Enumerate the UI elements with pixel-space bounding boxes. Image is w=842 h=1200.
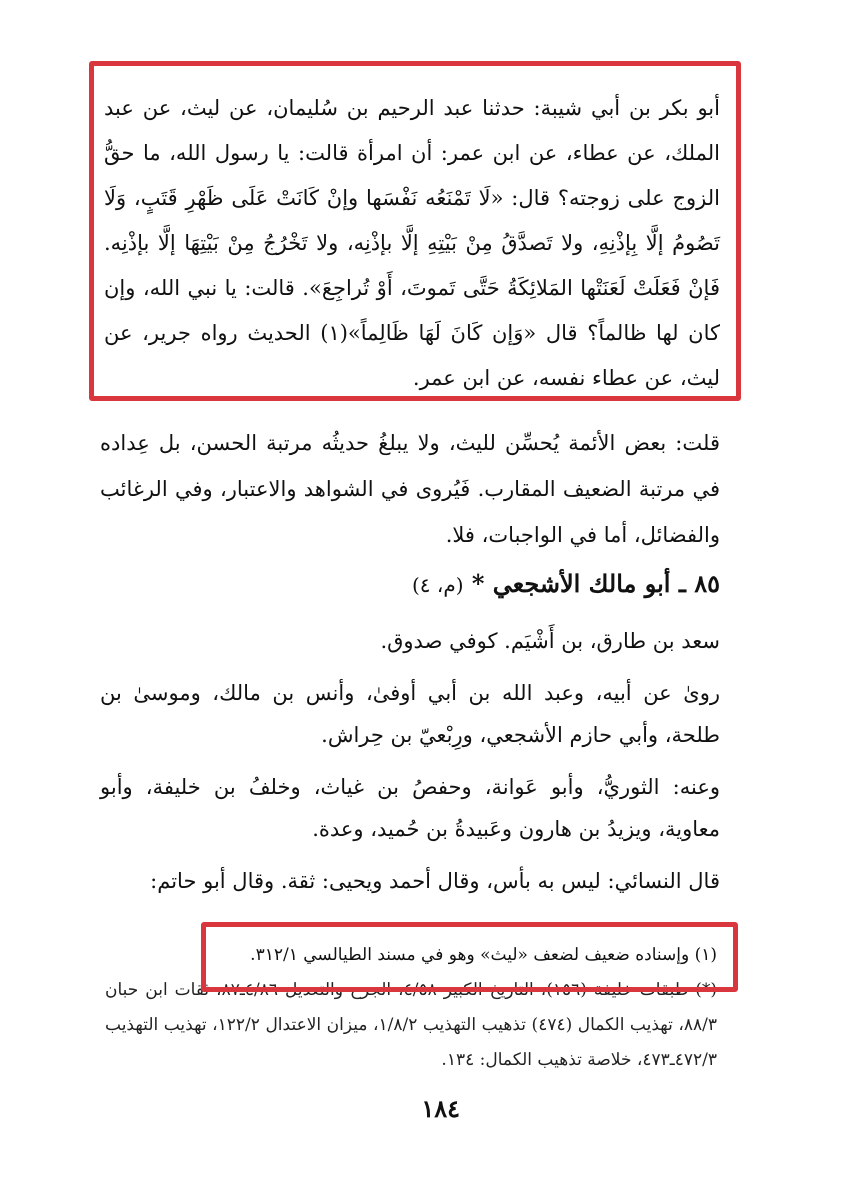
footnote-2: (*) طبقات خليفة (١٥٦)، التاريخ الكبير ٤/٥٨، الجرح والتعديل ٤/٨٦ـ٨٧، ثقات ابن حبان ٨٨/٣، تهذيب الكمال (٤٧٤) تذهيب التهذيب ١/٨/٢، ميزان الاعتدال ١٢٢/٢، تهذيب التهذيب ٤٧٢/٣ـ٤٧٣، خلاصة تذهيب الكمال: ١٣٤. [105,980,717,1070]
page-number: ١٨٤ [421,1094,460,1123]
footnote-1: (١) وإسناده ضعيف لضعف «ليث» وهو في مسند الطيالسي ٣١٢/١. [250,945,717,965]
hadith-text: أبو بكر بن أبي شيبة: حدثنا عبد الرحيم بن سُليمان، عن ليث، عن عبد الملك، عن عطاء، عن ابن عمر: أن امرأة قالت: يا رسول الله، ما حقُّ الزوج على زوجته؟ قال: «لَا تَمْنَعُه نَفْسَها وإنْ كَانَتْ عَلَى ظَهْرِ قَتَبٍ، وَلَا تَصُومُ إلَّا بِإذْنِهِ، ولا تَصدَّقُ مِنْ بَيْتِهِ إلَّا بإذْنِه، ولا تَخْرُجُ مِنْ بَيْتِهَا إلَّا بإذْنِه. فَإنْ فَعَلَتْ لَعَنَتْها المَلائِكَةُ حَتَّى تَموتَ، أَوْ تُراجِعَ». قالت: يا نبي الله، وإن كان لها ظالماً؟ قال «وَإن كَانَ لَهَا ظَالِماً»(١) الحديث رواه جرير، عن ليث، عن عطاء نفسه، عن ابن عمر. [104,96,720,390]
biography-section [100,620,720,912]
bio-paragraph: قال النسائي: ليس به بأس، وقال أحمد ويحيى: ثقة. وقال أبو حاتم: [150,869,720,893]
section-title: ٨٥ ـ أبو مالك الأشجعي * [471,569,720,598]
bio-paragraph: وعنه: الثوريُّ، وأبو عَوانة، وحفصُ بن غياث، وخلفُ بن خليفة، وأبو معاوية، ويزيدُ بن هارون وعَبيدةُ بن حُميد، وعدة. [100,775,720,841]
commentary-paragraph [100,420,720,558]
bio-paragraph: سعد بن طارق، بن أَشْيَم. كوفي صدوق. [380,629,720,653]
section-heading [100,564,720,605]
bio-paragraph: روىٰ عن أبيه، وعبد الله بن أبي أوفىٰ، وأنس بن مالك، وموسىٰ بن طلحة، وأبي حازم الأشجعي، ورِبْعيّ بن حِراش. [100,681,720,747]
section-tag: (م، ٤) [411,573,464,597]
highlight-box-footnote [201,922,738,992]
highlight-box-hadith [89,61,741,401]
commentary-text: قلت: بعض الأئمة يُحسِّن لليث، ولا يبلغُ حديثُه مرتبة الحسن، بل عِداده في مرتبة الضعيف المقارب. فَيُروى في الشواهد والاعتبار، وفي الرغائب والفضائل، أما في الواجبات، فلا. [100,431,720,547]
